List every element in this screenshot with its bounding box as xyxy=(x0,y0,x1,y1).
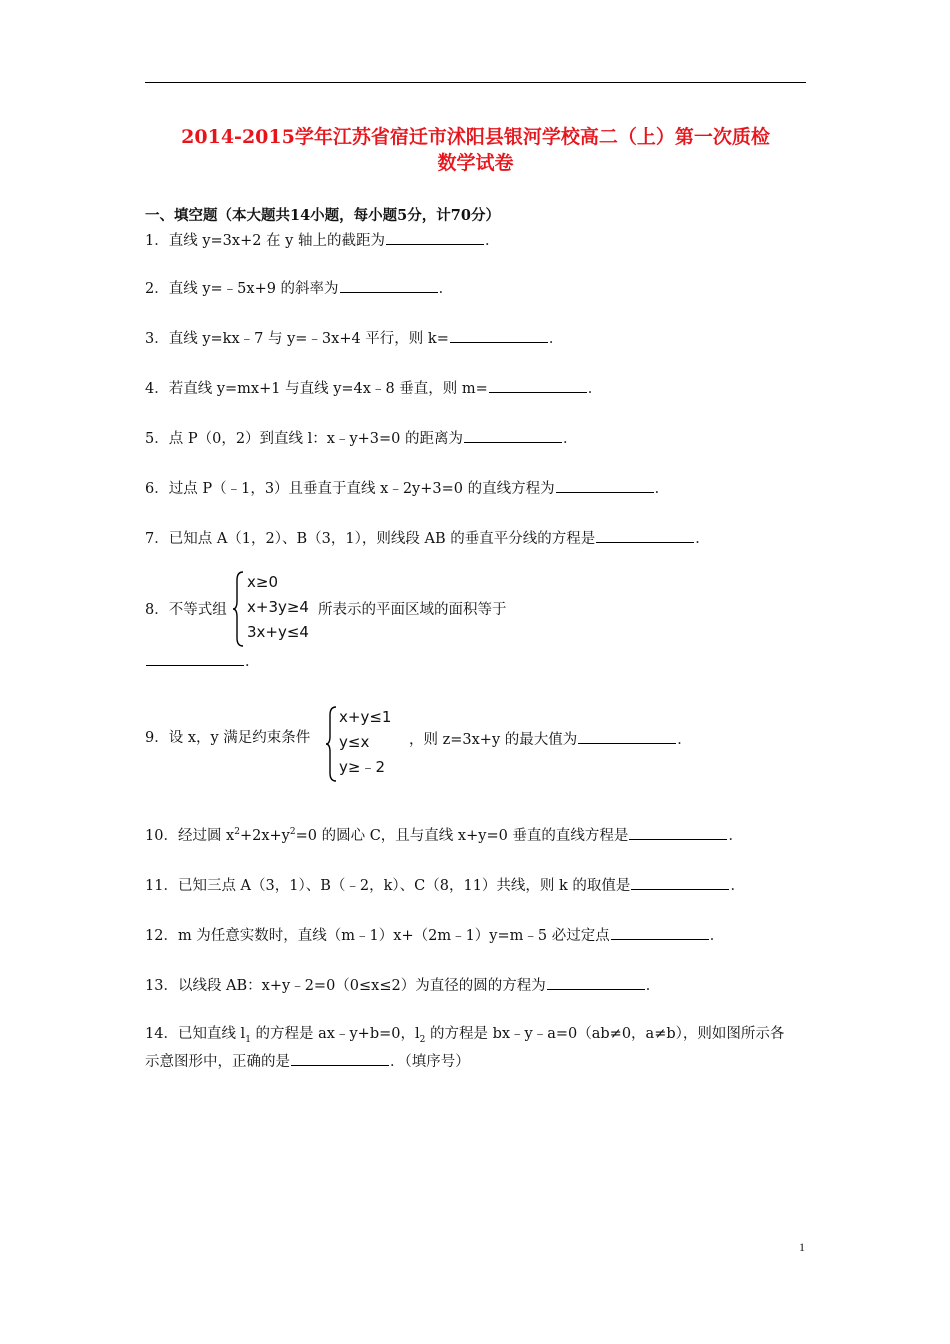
question-5: 5．点 P（0，2）到直线 l：x﹣y+3=0 的距离为 ． xyxy=(145,428,578,448)
question-6: 6．过点 P（﹣1，3）且垂直于直线 x﹣2y+3=0 的直线方程为 ． xyxy=(145,478,669,498)
answer-blank[interactable] xyxy=(291,1051,389,1066)
title-line-1: 2014-2015学年江苏省宿迁市沭阳县银河学校高二（上）第一次质检 xyxy=(181,126,770,148)
answer-blank[interactable] xyxy=(556,478,654,493)
question-2: 2．直线 y=﹣5x+9 的斜率为 ． xyxy=(145,278,453,298)
question-10: 10．经过圆 $x^2+2x+y^2=0$ 的圆心 C，且与直线 x+y=0 垂直的直线方程是 ． xyxy=(145,825,743,845)
answer-blank[interactable] xyxy=(450,328,548,343)
answer-blank[interactable] xyxy=(489,378,587,393)
question-8-answer-line: ． xyxy=(145,651,260,671)
inequality-system-8 xyxy=(247,570,309,645)
question-8-prefix: 8．不等式组 xyxy=(145,602,227,618)
header-rule xyxy=(145,82,806,83)
answer-blank[interactable] xyxy=(340,278,438,293)
answer-blank[interactable] xyxy=(578,729,676,744)
title-line-2: 数学试卷 xyxy=(437,152,514,174)
question-12: 12．m 为任意实数时，直线（m﹣1）x+（2m﹣1）y=m﹣5 必过定点 ． xyxy=(145,925,724,945)
answer-blank[interactable] xyxy=(611,925,709,940)
inequality-row: 3x+y≤4 xyxy=(247,623,309,641)
answer-blank[interactable] xyxy=(629,825,727,840)
answer-blank[interactable] xyxy=(146,651,244,666)
question-13: 13．以线段 AB：x+y﹣2=0（0≤x≤2）为直径的圆的方程为 ． xyxy=(145,975,660,995)
question-4: 4．若直线 y=mx+1 与直线 y=4x﹣8 垂直，则 m= ． xyxy=(145,378,602,398)
answer-blank[interactable] xyxy=(596,528,694,543)
inequality-row: y≤x xyxy=(339,733,370,751)
question-11: 11．已知三点 A（3，1）、B（﹣2，k）、C（8，11）共线，则 k 的取值是 ． xyxy=(145,875,745,895)
answer-blank[interactable] xyxy=(547,975,645,990)
inequality-row: x+y≤1 xyxy=(339,708,392,726)
answer-blank[interactable] xyxy=(631,875,729,890)
question-14-line-2: 示意图形中，正确的是 ．（填序号） xyxy=(145,1051,470,1071)
left-brace-icon xyxy=(325,705,339,783)
answer-blank[interactable] xyxy=(386,230,484,245)
question-3: 3．直线 y=kx﹣7 与 y=﹣3x+4 平行，则 k= ． xyxy=(145,328,563,348)
section-heading: 一、填空题（本大题共14小题，每小题5分，计70分） xyxy=(145,207,500,224)
inequality-row: y≥﹣2 xyxy=(339,758,385,776)
left-brace-icon xyxy=(232,570,246,648)
question-8-text: 所表示的平面区域的面积等于 xyxy=(318,602,507,618)
question-14-line-1: 14．已知直线 $l_1$ 的方程是 ax﹣y+b=0，$l_2$ 的方程是 bx﹣y﹣a=0（ab≠0，a≠b），则如图所示各 xyxy=(145,1026,785,1045)
inequality-row: x≥0 xyxy=(247,573,278,591)
question-1: 1．直线 y=3x+2 在 y 轴上的截距为 ． xyxy=(145,230,499,250)
constraint-system-9 xyxy=(339,705,391,780)
question-7: 7．已知点 A（1，2）、B（3，1），则线段 AB 的垂直平分线的方程是 ． xyxy=(145,528,710,548)
question-9-prefix: 9．设 x，y 满足约束条件 xyxy=(145,730,311,746)
inequality-row: x+3y≥4 xyxy=(247,598,309,616)
page-number: 1 xyxy=(799,1240,805,1254)
answer-blank[interactable] xyxy=(464,428,562,443)
question-9-text: ，则 z=3x+y 的最大值为 ． xyxy=(409,729,692,749)
